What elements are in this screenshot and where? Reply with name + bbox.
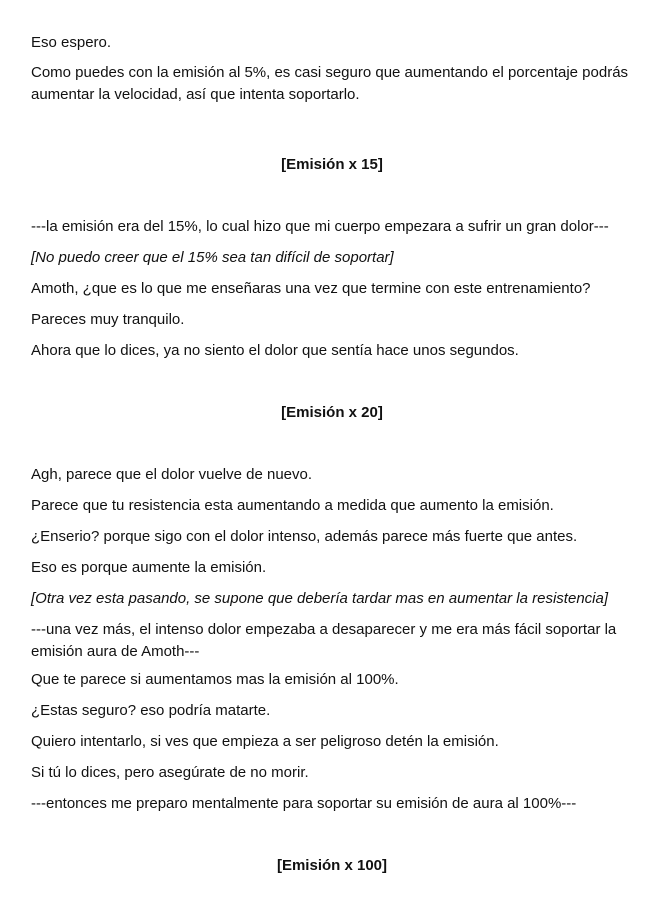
paragraph: ¿Estas seguro? eso podría matarte. (31, 702, 271, 719)
paragraph: Pareces muy tranquilo. (31, 311, 185, 328)
paragraph-italic: [No puedo creer que el 15% sea tan difícil de soportar] (31, 249, 394, 266)
section-heading: [Emisión x 15] (281, 156, 383, 173)
paragraph: ---una vez más, el intenso dolor empezaba a desaparecer y me era más fácil soportar la emisión aura de Amoth--- (31, 621, 617, 660)
paragraph: Quiero intentarlo, si ves que empieza a ser peligroso detén la emisión. (31, 733, 499, 750)
paragraph-italic: [Otra vez esta pasando, se supone que debería tardar mas en aumentar la resistencia] (31, 590, 609, 607)
paragraph: Eso es porque aumente la emisión. (31, 559, 267, 576)
section-heading: [Emisión x 20] (281, 404, 383, 421)
paragraph: Eso espero. (31, 34, 112, 51)
paragraph: Que te parece si aumentamos mas la emisión al 100%. (31, 671, 399, 688)
paragraph: ---la emisión era del 15%, lo cual hizo que mi cuerpo empezara a sufrir un gran dolor--- (31, 218, 609, 235)
paragraph: Agh, parece que el dolor vuelve de nuevo. (31, 466, 313, 483)
paragraph: ¿Enserio? porque sigo con el dolor intenso, además parece más fuerte que antes. (31, 528, 578, 545)
paragraph: ---entonces me preparo mentalmente para soportar su emisión de aura al 100%--- (31, 795, 577, 812)
paragraph: Ahora que lo dices, ya no siento el dolor que sentía hace unos segundos. (31, 342, 519, 359)
section-heading: [Emisión x 100] (276, 857, 388, 874)
paragraph: Parece que tu resistencia esta aumentando a medida que aumento la emisión. (31, 497, 554, 514)
paragraph: Amoth, ¿que es lo que me enseñaras una vez que termine con este entrenamiento? (31, 280, 591, 297)
paragraph: Si tú lo dices, pero asegúrate de no morir. (31, 764, 309, 781)
paragraph: Como puedes con la emisión al 5%, es casi seguro que aumentando el porcentaje podrás aumentar la velocidad, así que intenta soportarlo. (31, 64, 629, 103)
